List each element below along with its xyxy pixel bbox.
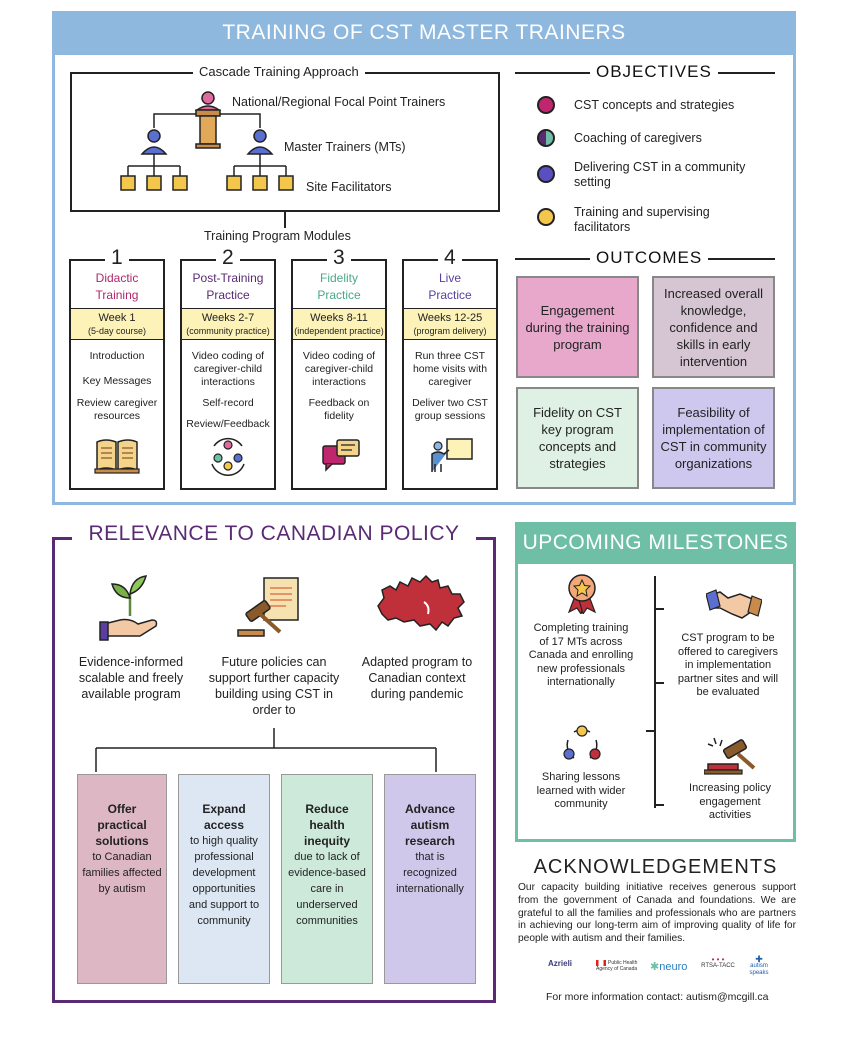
objective-dot-blue [537,165,555,183]
policy-box-research-title: Advance autism research [404,802,456,848]
module-4-title-line2: Practice [428,288,472,302]
cascade-heading: Cascade Training Approach [193,64,365,79]
policy-box-access-title: Expand access [202,802,246,832]
sharing-cycle-icon [560,724,604,764]
relevance-item-2: Future policies can support further capacity building using CST in order to [208,655,340,717]
module-1-week-note: (5-day course) [87,326,147,336]
ack-title: ACKNOWLEDGEMENTS [533,856,778,878]
relevance-item-3: Adapted program to Canadian context during pandemic [361,655,473,701]
module-2-item: Self-record [202,397,254,409]
cascade-level-2: Master Trainers (MTs) [284,140,406,154]
cascade-level-3: Site Facilitators [306,180,392,194]
policy-gavel-icon [704,736,758,776]
outcome-engagement: Engagement during the training program [516,276,639,378]
module-4-item: Run three CST home visits with caregiver [412,350,488,388]
module-4-week-label: Weeks 12-25 [417,312,483,324]
policy-box-research-text: that is recognized internationally [396,851,464,895]
outcome-feasibility: Feasibility of implementation of CST in community organizations [652,387,775,489]
module-1-number: 1 [105,246,129,270]
module-4-title [404,270,496,304]
policy-box-research [384,774,476,984]
policy-box-solutions [77,774,167,984]
objective-3: Delivering CST in a community setting [574,160,746,189]
module-1-items [73,350,161,423]
timeline-tick [654,608,664,610]
milestone-3: Sharing lessons learned with wider community [536,771,626,810]
policy-box-access [178,774,270,984]
relevance-title: RELEVANCE TO CANADIAN POLICY [72,522,476,546]
logo-azrieli-text: Azrieli [548,959,573,968]
module-3-title-line1: Fidelity [319,271,358,285]
logo-row [548,956,778,980]
rtsa-dots-icon: • • • [711,955,725,964]
module-4-items [406,350,494,423]
training-header [52,11,796,55]
policy-box-solutions-text: to Canadian families affected by autism [82,851,162,895]
logo-neuro [650,960,694,973]
module-1-item: Review caregiver resources [76,397,158,422]
neuro-flower-icon: ✱ [650,961,660,973]
timeline-tick [654,682,664,684]
cascade-level-1: National/Regional Focal Point Trainers [232,95,446,109]
outcome-fidelity: Fidelity on CST key program concepts and strategies [516,387,639,489]
module-2-title-line2: Practice [206,288,250,302]
module-3-title [293,270,385,304]
logo-rtsa [700,956,736,970]
objective-dot-yellow [537,208,555,226]
module-3-week [293,308,385,340]
module-4-week [404,308,496,340]
module-2-week [182,308,274,340]
book-icon [94,436,140,474]
module-4-item: Deliver two CST group sessions [412,397,488,422]
relevance-item-1: Evidence-informed scalable and freely available program [78,655,184,701]
module-3-item: Video coding of caregiver-child interactions [302,350,376,388]
cascade-connector [284,212,286,228]
policy-box-solutions-title: Offer practical solutions [95,802,149,848]
module-1-title-line1: Didactic [95,271,139,285]
site-facilitator-icons [121,176,293,190]
module-1-item: Key Messages [82,375,152,387]
outcome-knowledge: Increased overall knowledge, confidence and skills in early intervention [652,276,775,378]
milestone-4: Increasing policy engagement activities [689,782,771,821]
relevance-connector [90,728,450,772]
contact-line: For more information contact: autism@mcgill.ca [546,991,769,1003]
objectives-heading: OBJECTIVES [590,62,718,82]
logo-phac-text: Public Health Agency of Canada [596,960,638,972]
milestone-1: Completing training of 17 MTs across Canada and enrolling new professionals internationally [528,622,634,688]
logo-autism-speaks [742,956,776,977]
timeline-tick [646,730,656,732]
module-2-items [184,350,272,431]
objective-dot-magenta [537,96,555,114]
module-1-item: Introduction [89,350,145,362]
module-2-item: Review/Feedback [186,418,270,430]
ack-body: Our capacity building initiative receives generous support from the government of Canada and foundations. We are grateful to all the families and professionals who are partners in achieving our long-term aim of improving quality of life for people with autism and their families. [518,882,796,945]
module-1-week [71,308,163,340]
presenter-board-icon [429,436,475,476]
objective-4: Training and supervising facilitators [574,205,710,234]
milestones-header [515,522,796,564]
logo-autism-speaks-text: autism speaks [749,963,769,976]
logo-azrieli [548,960,588,969]
module-4-week-note: (program delivery) [413,326,487,336]
gavel-document-icon [236,574,308,638]
objective-dot-split [537,129,555,147]
logo-neuro-text: neuro [659,961,688,973]
module-1-week-label: Week 1 [98,312,136,324]
modules-heading: Training Program Modules [204,229,351,243]
handshake-icon [706,588,762,622]
master-trainer-icon-right [248,130,272,154]
policy-box-access-text: to high quality professional development opportunities and support to community [188,835,260,927]
module-3-title-line2: Practice [317,288,361,302]
module-3-week-note: (independent practice) [294,326,384,336]
module-3-number: 3 [327,246,351,270]
module-2-title-line1: Post-Training [192,271,264,285]
canada-map-icon [374,572,470,644]
focal-trainer-icon [196,92,220,148]
master-trainer-icon-left [142,130,166,154]
module-3-week-label: Weeks 8-11 [310,312,368,324]
module-3-items [295,350,383,423]
module-1-title-line2: Training [95,288,139,302]
award-medal-icon [565,572,599,614]
module-4-number: 4 [438,246,462,270]
plant-hand-icon [98,572,162,642]
module-2-week-label: Weeks 2-7 [201,312,255,324]
outcomes-heading: OUTCOMES [590,248,708,268]
module-2-title [182,270,274,304]
module-2-number: 2 [216,246,240,270]
timeline-tick [654,804,664,806]
module-3-item: Feedback on fidelity [308,397,370,422]
module-2-week-note: (community practice) [186,326,270,336]
policy-box-inequity [281,774,373,984]
milestone-2: CST program to be offered to caregivers in implementation partner sites and will be evaluated [677,632,779,698]
puzzle-piece-icon: ✚ [755,954,763,964]
policy-box-inequity-title: Reduce health inequity [303,802,350,848]
logo-rtsa-text: RTSA-TACC [701,963,735,969]
training-title: TRAINING OF CST MASTER TRAINERS [222,21,626,44]
module-4-title-line1: Live [438,271,461,285]
milestones-title: UPCOMING MILESTONES [522,531,789,554]
module-1-title [71,270,163,304]
milestones-timeline [654,576,656,808]
module-2-item: Video coding of caregiver-child interactions [191,350,265,388]
group-cycle-icon [206,436,250,476]
policy-box-inequity-text: due to lack of evidence-based care in underserved communities [288,851,366,927]
feedback-chat-icon [320,436,362,474]
logo-phac [596,960,640,972]
objective-2: Coaching of caregivers [574,131,702,145]
objective-1: CST concepts and strategies [574,98,735,112]
